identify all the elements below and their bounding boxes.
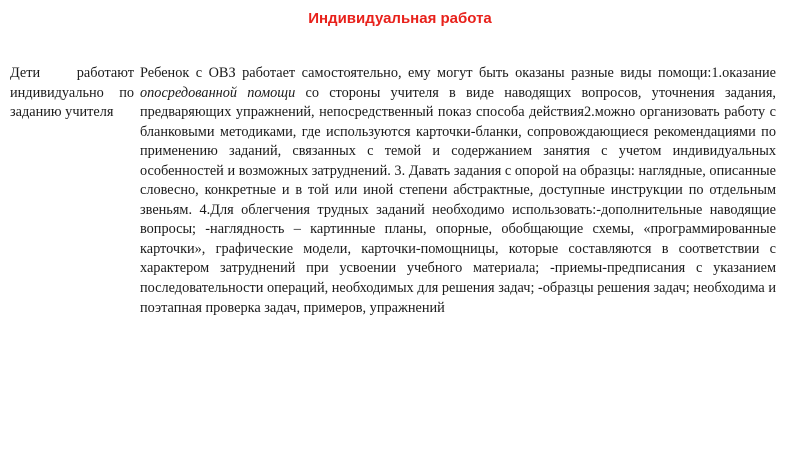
description-italic-phrase: опосредованной помощи [140, 84, 296, 101]
page-title: Индивидуальная работа [308, 10, 492, 27]
work-form-cell: Дети работают индивидуально по заданию учителя [10, 65, 134, 120]
work-description-cell [140, 64, 776, 318]
description-text-part3: со стороны учителя в виде наводящих вопросов, уточнения задания, предваряющих упражнений, непосредственный показ способа действия2.можно организовать работу с бланковыми методиками, где используются карточки-бланки, сопровождающиеся рекомендациями по применению заданий, связанных с темой и содержанием занятия с учетом индивидуальных особенностей и возможных затруднений. 3. Давать задания с опорой на образцы: наглядные, описанные словесно, конкретные и в той или иной степени абстрактные, доступные инструкции по отдельным звеньям. 4.Для облегчения трудных заданий необходимо использовать:-дополнительные наводящие вопросы; -наглядность – картинные планы, опорные, обобщающие схемы, «программированные карточки», графические модели, карточки-помощницы, которые составляются в соответствии с характером затруднений при усвоении учебного материала; -приемы-предписания с указанием последовательности операций, необходимых для решения задач; -образцы решения задач; необходима и поэтапная проверка задач, примеров, упражнений [140, 84, 777, 316]
description-text-part1: Ребенок с ОВЗ работает самостоятельно, ему могут быть оказаны разные виды помощи:1.оказание [140, 65, 776, 81]
